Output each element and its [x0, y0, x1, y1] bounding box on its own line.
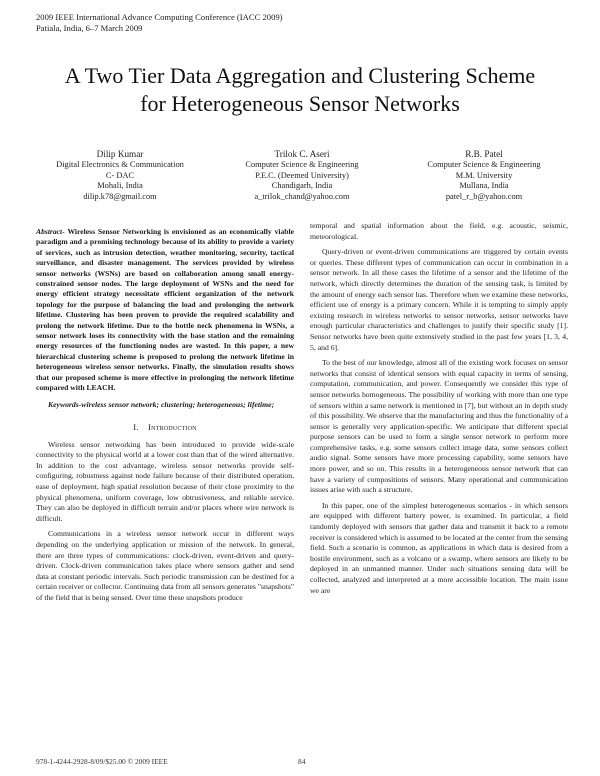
title-line-2: for Heterogeneous Sensor Networks	[140, 91, 460, 116]
author-department: Digital Electronics & Communication	[56, 160, 184, 169]
author-name: Dilip Kumar	[96, 149, 144, 159]
abstract-lead: Abstract-	[36, 227, 65, 236]
abstract	[36, 227, 294, 394]
author-email: dilip.k78@gmail.com	[83, 191, 157, 201]
left-column	[36, 227, 294, 609]
body-paragraph: Wireless sensor networking has been introduced to provide wide-scale connectivity to the physical world at a lower cost than that of the wired alternative. In addition to the cost advantage, wireless sensor networks provide self-configuring, robustness against node failure because of their distributed operation, ease of deployment, high spatial resolution because of their close proximity to the physical phenomena, uniform coverage, low obtrusiveness, and reliable service. They can also be deployed in difficult terrain and/or places where wire network is difficult.	[36, 439, 294, 523]
author-email: patel_r_b@yahoo.com	[445, 191, 523, 201]
author-location: Mullana, India	[459, 181, 509, 190]
footer-isbn: 978-1-4244-2928-8/09/$25.00 © 2009 IEEE	[36, 757, 168, 766]
conference-header	[36, 12, 283, 34]
author-name: Trilok C. Aseri	[274, 149, 330, 159]
body-paragraph: To the best of our knowledge, almost all of the existing work focuses on sensor networks that consist of identical sensors with equal capacity in terms of sensing, computation, communication, and power. Consequently we consider this type of sensor networks homogeneous. The possibility of working with more than one type of sensors within a same network is mentioned in [7], but without an in depth study of this possibility. We observe that the manufacturing and thus the functionality of a sensor is generally very application-specific. We anticipate that different special purpose sensors can be used to form a single sensor network to perform more comprehensive tasks, e.g. some sensors collect image data, some sensors collect audio signal. Some sensors have more processing capability, some sensors have more power, and so on. This results in a heterogeneous sensor network that can have a variety of compositions of sensors. Many operational and communication issues arise with such a structure.	[310, 358, 568, 495]
conference-line-2: Patiala, India, 6–7 March 2009	[36, 23, 143, 33]
page-title	[0, 62, 600, 118]
section-number: I.	[133, 422, 139, 433]
abstract-text: Wireless Sensor Networking is envisioned as an economically viable paradigm and a promising technology because of its ability to provide a variety of services, such as intrusion detection, weather monitoring, security, tactical surveillance, and disaster management. The services provided by wireless sensor networks (WSNs) are based on collaboration among small energy-constrained sensor nodes. The large deployment of WSNs and the need for energy efficient strategy necessitate efficient organization of the network topology for the purpose of balancing the load and prolonging the network lifetime. Clustering has been proven to provide the required scalability and prolong the network lifetime. Due to the bottle neck phenomena in WSNs, a sensor network loses its connectivity with the base station and the remaining energy resources of the functioning nodes are wasted. In this paper, a new hierarchical clustering scheme is proposed to prolong the network lifetime in heterogeneous wireless sensor networks. Finally, the simulation results shows that our proposed scheme is more effective in prolonging the network lifetime compared with LEACH.	[36, 227, 294, 393]
author-1	[36, 148, 204, 202]
author-3	[400, 148, 568, 202]
author-block	[36, 148, 568, 202]
author-department: Computer Science & Engineering	[427, 160, 541, 169]
right-column	[310, 221, 568, 601]
author-location: Chandigarh, India	[271, 181, 333, 190]
section-heading	[36, 422, 294, 433]
body-paragraph: temporal and spatial information about the field, e.g. acoustic, seismic, meteorological.	[310, 221, 568, 241]
author-organization: M.M. University	[455, 170, 513, 180]
author-2	[218, 148, 386, 202]
author-email: a_trilok_chand@yahoo.com	[254, 191, 350, 201]
conference-line-1: 2009 IEEE International Advance Computing Conference (IACC 2009)	[36, 12, 283, 22]
body-paragraph: Communications in a wireless sensor network occur in different ways depending on the underlying application or mission of the network. In general, there are three types of communications: clock-driven, event-driven and query-driven. Clock-driven communication takes place where sensors gather and send data at constant periodic intervals. Such periodic transmission can be destined for a certain receiver or collector. Continuing data from all sensors generates "snapshots" of the field that is being sensed. Over time these snapshots produce	[36, 529, 294, 602]
body-paragraph: In this paper, one of the simplest heterogeneous scenarios - in which sensors are equipped with different battery power, is examined. In particular, a field randomly deployed with sensors that gather data and transmit it back to a remote receiver is considered which is assumed to be located at the center from the sensing field. Such a scenario is common, as applications in which data is desired from a hostile environment, such as a volcano or a swamp, where sensors are likely to be deployed in an unmanned manner. Under such situations sensing data will be collected, analyzed and interpreted at a more accessible location. The main issue we are	[310, 500, 568, 595]
keywords: Keywords-wireless sensor network; clustering; heterogeneous; lifetime;	[48, 399, 275, 409]
author-department: Computer Science & Engineering	[245, 160, 359, 169]
author-organization: C- DAC	[105, 170, 135, 180]
page-footer	[36, 757, 568, 766]
author-name: R.B. Patel	[465, 149, 503, 159]
body-paragraph: Query-driven or event-driven communications are triggered by certain events or queries. These different types of communication can occur in combination in a sensor network. In all these cases the lifetime of a sensor and the lifetime of the network, which directly determines the duration of the sensing task, is limited by the amount of energy each sensor has. Therefore when we examine these networks, efficient use of energy is a primary concern. While it is tempting to simply apply existing research in wireless networks to sensor networks, sensor networks have enough particular characteristics and challenges to justify their specific study [1]. Sensor networks have been quite extensively studied in the past few years [1, 3, 4, 5, and 6].	[310, 247, 568, 352]
author-organization: P.E.C. (Deemed University)	[255, 170, 349, 180]
section-title: Introduction	[148, 422, 197, 433]
title-line-1: A Two Tier Data Aggregation and Clustering Scheme	[64, 63, 536, 88]
author-location: Mohali, India	[97, 181, 143, 190]
page-number: 84	[298, 757, 306, 766]
